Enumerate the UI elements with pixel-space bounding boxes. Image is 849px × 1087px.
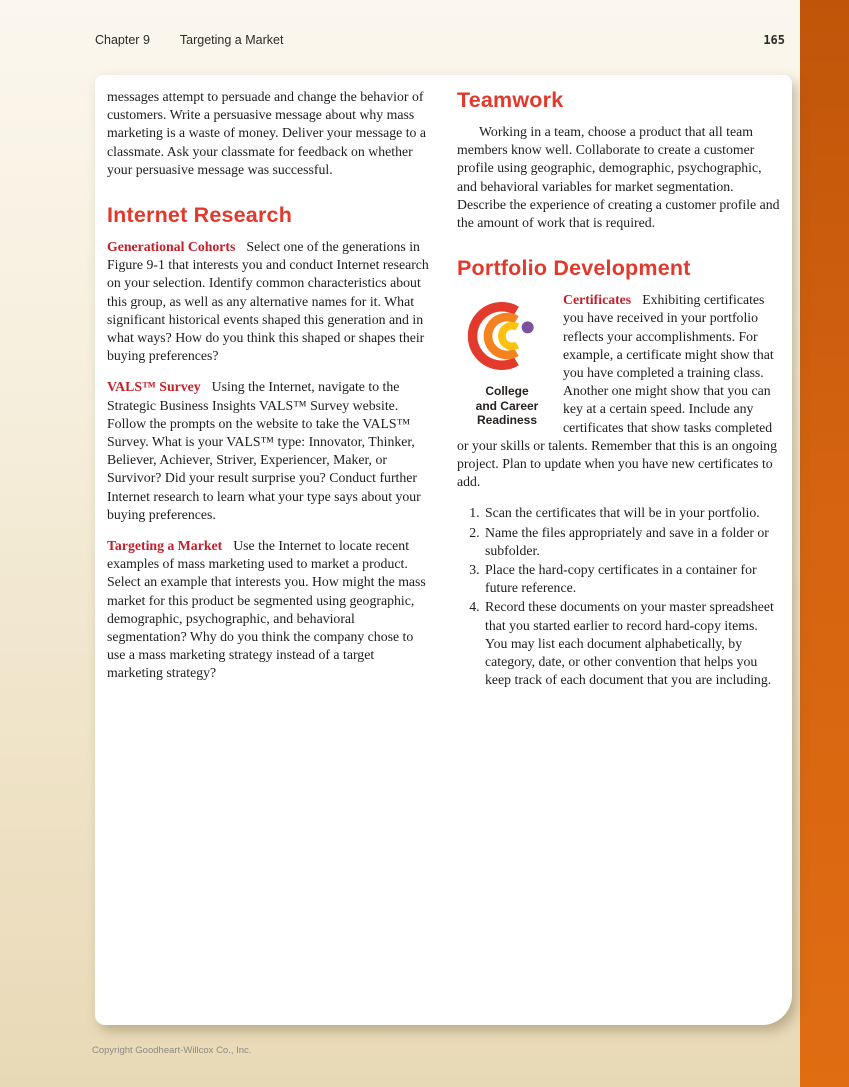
internet-research-item: [107, 537, 431, 683]
item-label-targeting-a-market: Targeting a Market: [107, 538, 223, 554]
internet-research-item: [107, 238, 431, 365]
college-career-readiness-badge: [457, 293, 557, 428]
certificates-label: Certificates: [563, 292, 632, 308]
teamwork-heading: Teamwork: [457, 88, 564, 112]
item-text: Use the Internet to locate recent examples of mass marketing used to market a product. Select an example that interests you. How might the mass market for this product be segmented using geographic, demographic, psychographic, and behavioral segmentation? Why do you think the company chose to use a mass marketing strategy instead of a target marketing strategy?: [107, 538, 426, 681]
running-header: [95, 33, 785, 47]
portfolio-step: 4. Record these documents on your master spreadsheet that you started earlier to record hard-copy items. You may list each document alphabetically, by category, date, or other convention that helps you keep track of each document that you are including.: [483, 598, 780, 689]
portfolio-step: 2. Name the files appropriately and save in a folder or subfolder.: [483, 524, 780, 560]
certificates-block: [457, 291, 780, 689]
portfolio-steps-list: [457, 504, 780, 689]
page-number: 165: [763, 33, 785, 47]
badge-caption: [457, 384, 557, 428]
teamwork-paragraph: Working in a team, choose a product that all team members know well. Collaborate to create a customer profile using geographic, demographic, psychographic, and behavioral variables for market segmentation. Describe the experience of creating a customer profile and the amount of work that is required.: [457, 124, 780, 231]
portfolio-step: 1. Scan the certificates that will be in your portfolio.: [483, 504, 780, 522]
portfolio-development-heading: Portfolio Development: [457, 256, 691, 281]
item-label-generational-cohorts: Generational Cohorts: [107, 239, 236, 255]
page-content-card: [95, 75, 792, 1025]
item-text: Select one of the generations in Figure 9-1 that interests you and conduct Internet research on your selection. Identify common characteristics about this group, as well as any alternative names for it. What significant historical events shaped this generation and in what ways? How do you think this shaped or shapes their buying preferences?: [107, 239, 429, 364]
internet-research-item: [107, 378, 431, 524]
badge-caption-line: and Career: [475, 398, 539, 413]
item-label-vals-survey: VALS™ Survey: [107, 379, 201, 395]
continuation-paragraph: messages attempt to persuade and change the behavior of customers. Write a persuasive message about why mass marketing is a waste of money. Deliver your message to a classmate. Ask your classmate for feedback on whether your persuasive message was successful.: [107, 89, 427, 177]
chapter-label: Chapter 9: [95, 33, 150, 47]
internet-research-heading: Internet Research: [107, 203, 293, 228]
portfolio-step: 3. Place the hard-copy certificates in a container for future reference.: [483, 561, 780, 597]
badge-caption-line: College: [485, 384, 529, 399]
badge-caption-line: Readiness: [476, 413, 538, 428]
item-text: Using the Internet, navigate to the Strategic Business Insights VALS™ Survey website. Follow the prompts on the website to take the VALS™ Survey. What is your VALS™ type: Innovator, Thinker, Believer, Achiever, Striver, Experiencer, Maker, or Survivor? Did your result surprise you? Conduct further Internet research to learn what your type says about your buying preferences.: [107, 379, 421, 522]
college-career-readiness-logo-icon: [464, 293, 550, 379]
right-column: [457, 88, 780, 696]
page-edge-orange-bar: [800, 0, 849, 1087]
left-column: [107, 88, 431, 696]
chapter-title: Targeting a Market: [179, 33, 284, 47]
certificates-text: Exhibiting certificates you have received in your portfolio reflects your accomplishments. For example, a certificate might show that you have completed a training class. Another one might show that you can key at a certain speed. Include any certificates that show tasks completed or your skills or talents. Remember that this is an ongoing project. Plan to update when you have new certificates to add.: [457, 292, 777, 490]
copyright-line: Copyright Goodheart-Willcox Co., Inc.: [92, 1045, 252, 1056]
